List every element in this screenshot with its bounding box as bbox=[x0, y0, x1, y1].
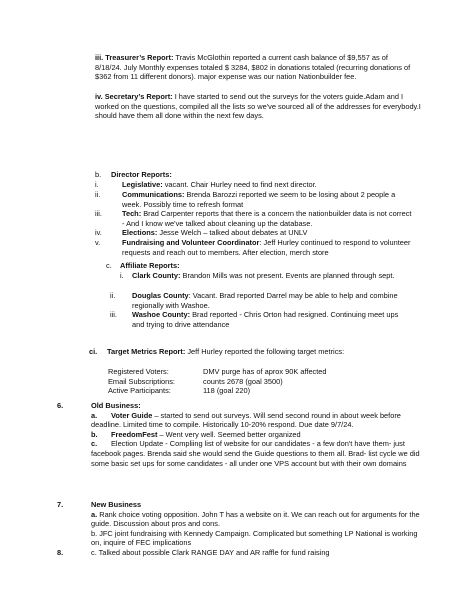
secretary-label: iv. Secretary’s Report: bbox=[95, 92, 173, 101]
new-business-item-b bbox=[91, 529, 427, 548]
old-business-item-b bbox=[91, 430, 427, 440]
item-num: 8. bbox=[57, 547, 64, 557]
metric-label: Active Participants: bbox=[108, 386, 171, 396]
treasurer-report bbox=[95, 53, 415, 82]
new-business-section bbox=[57, 500, 427, 558]
affiliate-item-num: iii. bbox=[110, 310, 117, 319]
target-metrics-heading bbox=[89, 347, 429, 357]
affiliate-item-num: i. bbox=[120, 271, 124, 280]
director-item-5 bbox=[95, 238, 415, 257]
item-num: b. bbox=[91, 429, 98, 439]
secretary-report bbox=[95, 92, 425, 121]
item-text: Election Update - Compliing list of website for our candidates - a few don't have them- just facebook pages. Brenda said she would send the Guide questions to them all. Brad- list cycle we did some basic set ups for some candidates - all under one VPS account but with their own domains bbox=[91, 439, 420, 468]
table-row bbox=[108, 377, 378, 387]
director-item-text: : Jeff Hurley continued to respond to volunteer requests and reach out to members. After election, merch store bbox=[122, 238, 411, 257]
old-business-title: Old Business: bbox=[91, 401, 141, 410]
affiliate-item-text: Brandon Mills was not present. Events are planned through sept. bbox=[180, 271, 395, 280]
item-text: b. JFC joint fundraising with Kennedy Campaign. Complicated but something LP National is working on, inquire of FEC implications bbox=[91, 528, 418, 548]
director-item-num: i. bbox=[95, 180, 99, 189]
director-item-2 bbox=[95, 190, 415, 209]
affiliate-item-label: Douglas County bbox=[132, 291, 189, 300]
new-business-title: New Business bbox=[91, 500, 142, 509]
director-item-label: Communications: bbox=[122, 190, 185, 199]
director-item-text: Brad Carpenter reports that there is a concern the nationbuilder data is not correct - And I know we've talked about cleaning up the database. bbox=[122, 209, 412, 228]
metric-value: 118 (goal 220) bbox=[203, 386, 251, 396]
item-num: a. bbox=[91, 410, 98, 420]
new-business-item-a bbox=[91, 510, 427, 529]
director-heading-text: Director Reports: bbox=[111, 170, 172, 179]
item-num: c. bbox=[91, 439, 98, 449]
old-business-item-c bbox=[91, 439, 427, 468]
secretary-text: I have started to send out the surveys for the voters guide.Adam and I worked on the questions, compiled all the lists so we've sourced all of the addresses for everybody.I should have them all done within the next few days. bbox=[95, 92, 421, 121]
director-item-4 bbox=[95, 228, 415, 238]
table-row bbox=[108, 386, 378, 396]
director-item-text: vacant. Chair Hurley need to find next director. bbox=[162, 180, 317, 189]
director-item-num: ii. bbox=[95, 190, 101, 199]
treasurer-text: Travis McGlothin reported a current cash balance of $9,557 as of 8/18/24. July Monthly expenses totaled $ 3284, $802 in donations totaled (recurring donations of $362 from 11 different donors). major expense was our nation Nationbuilder fee. bbox=[95, 53, 411, 82]
item-text: – Went very well. Seemed better organized bbox=[157, 429, 301, 439]
affiliate-item-2 bbox=[110, 291, 410, 310]
director-item-3 bbox=[95, 209, 415, 228]
affiliate-item-text: Brad reported - Chris Orton had resigned. Continuing meet ups and trying to drive attendance bbox=[132, 310, 399, 329]
item-label: Voter Guide bbox=[111, 410, 153, 420]
item-num: a. bbox=[91, 509, 98, 519]
treasurer-label: iii. Treasurer’s Report: bbox=[95, 53, 174, 62]
old-business-num: 6. bbox=[57, 401, 64, 410]
director-item-num: v. bbox=[95, 238, 101, 247]
affiliate-item-label: Clark County: bbox=[132, 271, 181, 280]
new-business-heading bbox=[57, 500, 427, 510]
affiliate-item-3 bbox=[110, 310, 410, 329]
metric-value: DMV purge has of aprox 90K affected bbox=[203, 367, 327, 376]
new-business-num: 7. bbox=[57, 500, 64, 509]
target-metrics-label: Target Metrics Report: bbox=[107, 347, 186, 356]
director-item-label: Tech: bbox=[122, 209, 142, 218]
affiliate-item-1 bbox=[110, 271, 410, 281]
old-business-heading bbox=[57, 401, 427, 411]
affiliate-heading-text: Affiliate Reports: bbox=[120, 261, 180, 270]
director-item-text: Jesse Welch – talked about debates at UNLV bbox=[157, 228, 308, 237]
old-business-section bbox=[57, 401, 427, 468]
affiliate-item-text: : Vacant. Brad reported Darrel may be able to help and combine regionally with Washoe. bbox=[132, 291, 398, 310]
item-text: Rank choice voting opposition. John T has a website on it. We can reach out for arguments for the guide. Discussion about pros and cons. bbox=[91, 509, 420, 529]
metric-label: Registered Voters: bbox=[108, 367, 169, 376]
affiliate-heading-num: c. bbox=[106, 261, 112, 270]
director-item-label: Legislative: bbox=[122, 180, 163, 189]
item-text: – started to send out surveys. Will send second round in about week before deadline. Limited time to compile. Historically 10-20% respond. Due date 9/7/24. bbox=[91, 410, 401, 430]
affiliate-item-num: ii. bbox=[110, 291, 116, 300]
affiliate-heading bbox=[106, 261, 406, 271]
director-heading-num: b. bbox=[95, 170, 102, 179]
item-label: FreedomFest bbox=[111, 429, 158, 439]
old-business-item-a bbox=[91, 411, 427, 430]
director-item-num: iii. bbox=[95, 209, 102, 218]
director-heading bbox=[95, 170, 395, 180]
metric-label: Email Subscriptions: bbox=[108, 376, 175, 386]
affiliate-item-label: Washoe County: bbox=[132, 310, 191, 319]
director-item-1 bbox=[95, 180, 415, 190]
target-metrics-table bbox=[108, 367, 378, 396]
director-item-num: iv. bbox=[95, 228, 102, 237]
director-item-label: Elections: bbox=[122, 228, 158, 237]
target-metrics-text: Jeff Hurley reported the following target metrics: bbox=[185, 347, 345, 356]
target-metrics-num: ci. bbox=[89, 347, 98, 356]
director-item-text: Brenda Barozzi reported we seem to be losing about 2 people a week. Possibly time to refresh format bbox=[122, 190, 396, 209]
metric-value: counts 2678 (goal 3500) bbox=[203, 376, 283, 386]
director-item-label: Fundraising and Volunteer Coordinator bbox=[122, 238, 260, 247]
table-row bbox=[108, 367, 378, 377]
item-text: c. Talked about possible Clark RANGE DAY and AR raffle for fund raising bbox=[91, 547, 330, 557]
new-business-item-8 bbox=[57, 548, 427, 558]
